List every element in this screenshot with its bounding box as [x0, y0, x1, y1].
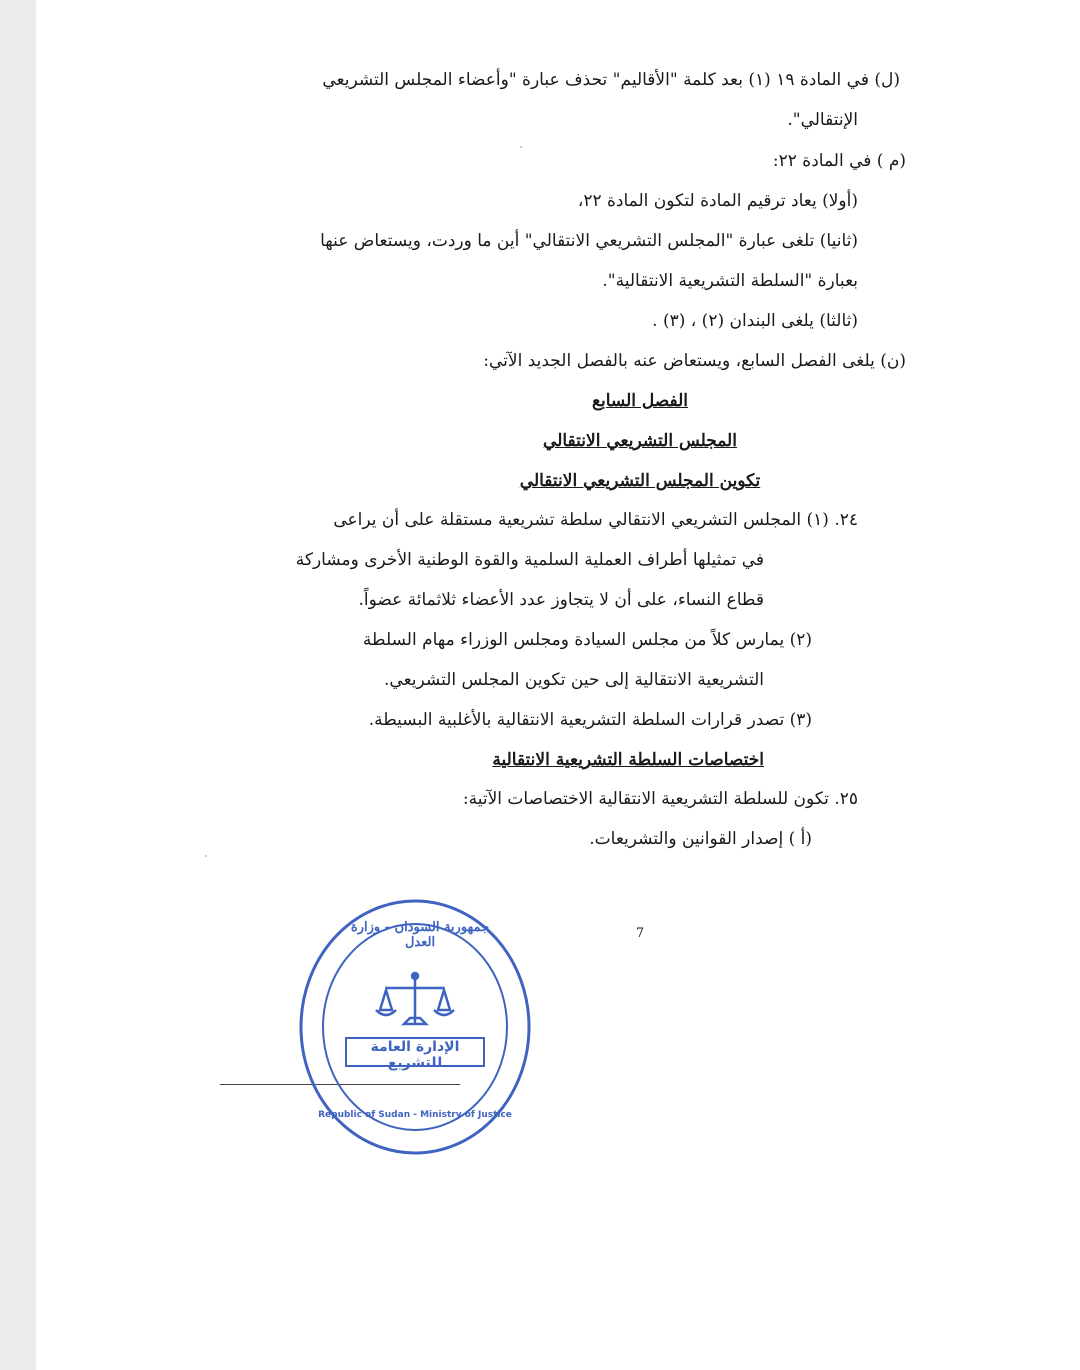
- section-heading-powers: اختصاصات السلطة التشريعية الانتقالية: [492, 750, 764, 770]
- article-24-line6: (٣) تصدر قرارات السلطة التشريعية الانتقالية بالأغلبية البسيطة.: [368, 710, 812, 730]
- item-mim: (م ) في المادة ٢٢:: [772, 151, 906, 171]
- page-number: 7: [635, 926, 645, 941]
- article-25-item-a: (أ ) إصدار القوانين والتشريعات.: [589, 829, 812, 849]
- item-lam-line2: الإنتقالي".: [787, 110, 858, 130]
- item-mim-first: (أولا) يعاد ترقيم المادة لتكون المادة ٢٢،: [577, 191, 858, 211]
- seal-inner-text: الإدارة العامة للتشريع: [370, 1039, 460, 1071]
- article-24-line5: التشريعية الانتقالية إلى حين تكوين المجلس التشريعي.: [384, 670, 764, 690]
- item-mim-second-line2: بعبارة "السلطة التشريعية الانتقالية".: [602, 271, 858, 291]
- speck: [205, 855, 207, 857]
- article-24-line1: ٢٤. (١) المجلس التشريعي الانتقالي سلطة تشريعية مستقلة على أن يراعى: [333, 510, 858, 530]
- chapter-title: الفصل السابع: [591, 391, 689, 411]
- article-25-line1: ٢٥. تكون للسلطة التشريعية الانتقالية الاختصاصات الآتية:: [462, 789, 858, 809]
- seal-english-ring-text: Republic of Sudan - Ministry of Justice: [318, 1110, 512, 1120]
- item-nun: (ن) يلغى الفصل السابع، ويستعاض عنه بالفصل الجديد الآتي:: [483, 351, 906, 371]
- item-mim-second-line1: (ثانيا) تلغى عبارة "المجلس التشريعي الانتقالي" أين ما وردت، ويستعاض عنها: [320, 231, 858, 251]
- article-24-line4: (٢) يمارس كلاً من مجلس السيادة ومجلس الوزراء مهام السلطة: [362, 630, 812, 650]
- item-lam-line1: (ل) في المادة ١٩ (١) بعد كلمة "الأقاليم" تحذف عبارة "وأعضاء المجلس التشريعي: [322, 70, 900, 90]
- item-mim-third: (ثالثا) يلغى البندان (٢) ، (٣) .: [652, 311, 858, 331]
- article-24-line2: في تمثيلها أطراف العملية السلمية والقوة الوطنية الأخرى ومشاركة: [295, 550, 764, 570]
- article-24-line3: قطاع النساء، على أن لا يتجاوز عدد الأعضاء ثلاثمائة عضواً.: [358, 590, 764, 610]
- section-heading-formation: تكوين المجلس التشريعي الانتقالي: [519, 471, 761, 491]
- chapter-subtitle: المجلس التشريعي الانتقالي: [543, 431, 737, 451]
- speck: [520, 146, 522, 148]
- scan-margin: [0, 0, 36, 1370]
- seal-arabic-ring-text: جمهورية السودان - وزارة العدل: [350, 920, 490, 950]
- scales-of-justice-icon: [376, 973, 454, 1024]
